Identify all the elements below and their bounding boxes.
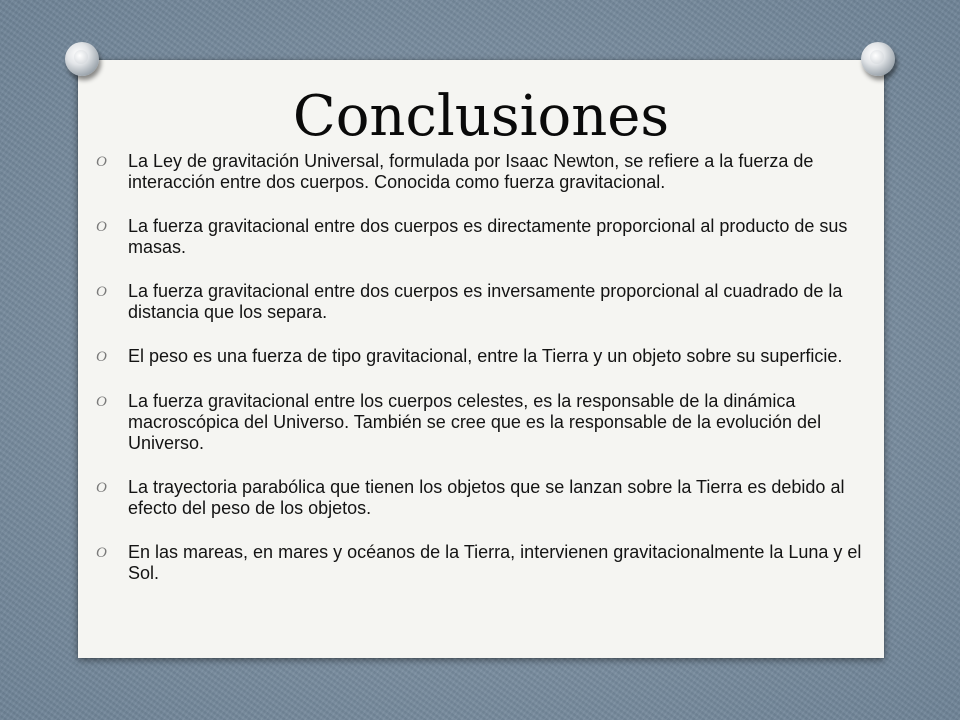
bullet-item [96, 391, 866, 454]
bullet-marker: O [96, 545, 107, 561]
bullet-item [96, 281, 866, 323]
bullet-marker: O [96, 349, 107, 365]
bullet-marker: O [96, 480, 107, 496]
bullet-item [96, 151, 866, 193]
bullet-text: La trayectoria parabólica que tienen los objetos que se lanzan sobre la Tierra es debido al efecto del peso de los objetos. [128, 477, 845, 518]
bullet-text: La fuerza gravitacional entre dos cuerpos es inversamente proporcional al cuadrado de la distancia que los separa. [128, 281, 843, 322]
bullet-text: El peso es una fuerza de tipo gravitacional, entre la Tierra y un objeto sobre su superficie. [128, 346, 843, 366]
bullet-marker: O [96, 284, 107, 300]
bullet-list [96, 151, 866, 607]
bullet-item [96, 216, 866, 258]
slide-title: Conclusiones [292, 84, 670, 149]
bullet-marker: O [96, 154, 107, 170]
bullet-text: En las mareas, en mares y océanos de la Tierra, intervienen gravitacionalmente la Luna y el Sol. [128, 542, 862, 583]
bullet-item [96, 346, 866, 368]
bullet-marker: O [96, 394, 107, 410]
pushpin-right-icon [861, 42, 895, 76]
bullet-text: La fuerza gravitacional entre los cuerpos celestes, es la responsable de la dinámica macroscópica del Universo. También se cree que es la responsable de la evolución del Universo. [128, 391, 822, 453]
bullet-marker: O [96, 219, 107, 235]
bullet-item [96, 542, 866, 584]
bullet-text: La fuerza gravitacional entre dos cuerpos es directamente proporcional al producto de sus masas. [128, 216, 848, 257]
pushpin-left-icon [65, 42, 99, 76]
bullet-text: La Ley de gravitación Universal, formulada por Isaac Newton, se refiere a la fuerza de interacción entre dos cuerpos. Conocida como fuerza gravitacional. [128, 151, 814, 192]
bullet-item [96, 477, 866, 519]
